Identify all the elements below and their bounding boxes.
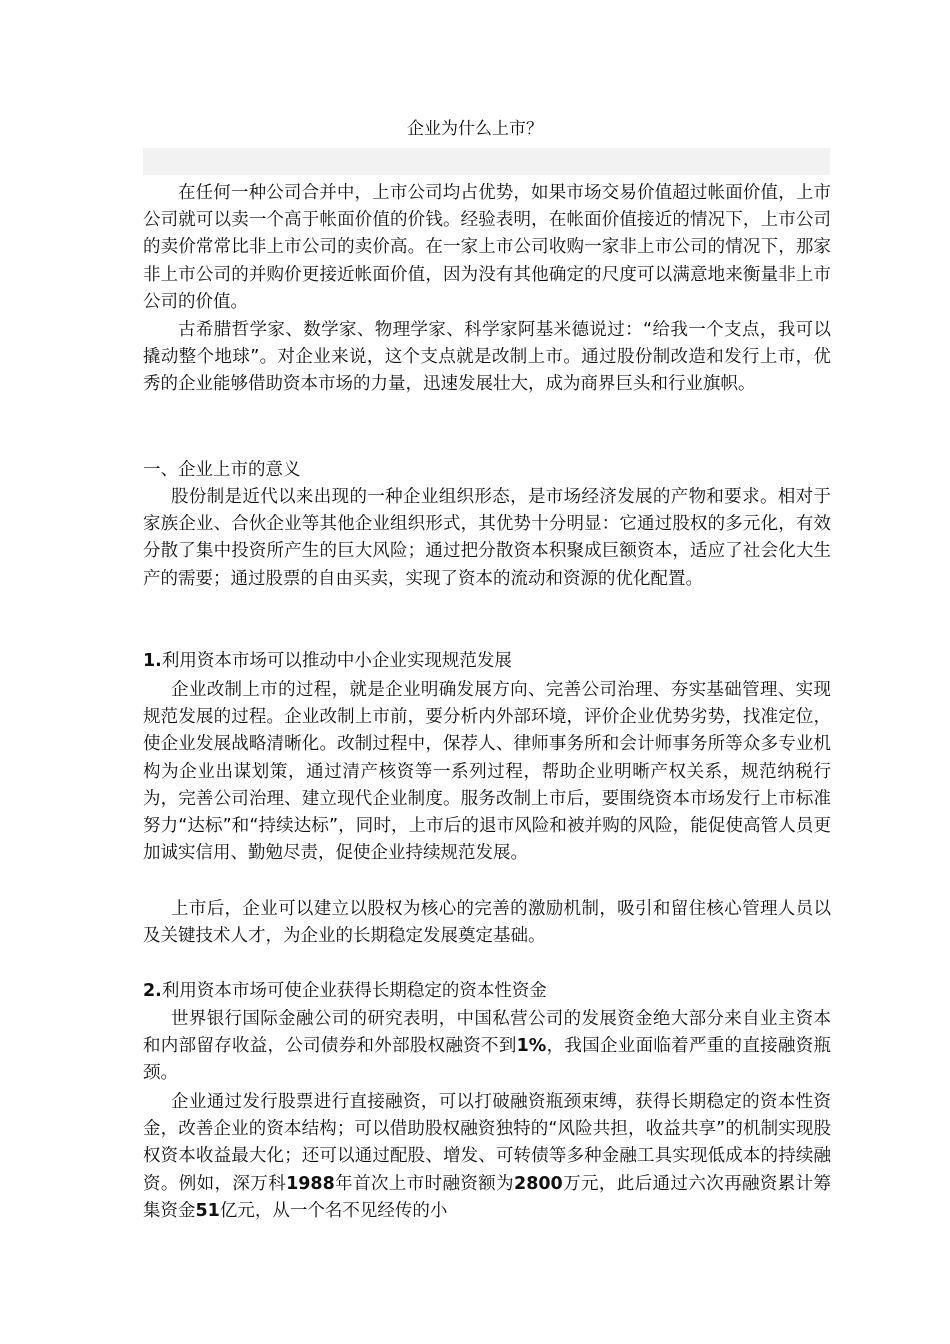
intro-paragraph-1: 在任何一种公司合并中，上市公司均占优势，如果市场交易价值超过帐面价值，上市公司就可以卖一个高于帐面价值的价钱。经验表明，在帐面价值接近的情况下，上市公司的卖价常常比非上市公司的卖价高。在一家上市公司收购一家非上市公司的情况下，那家非上市公司的并购价更接近帐面价值，因为没有其他确定的尺度可以满意地来衡量非上市公司的价值。 [143, 183, 831, 312]
sub1-paragraph-1: 企业改制上市的过程，就是企业明确发展方向、完善公司治理、夯实基础管理、实现规范发展的过程。企业改制上市前，要分析内外部环境，评价企业优势劣势，找准定位，使企业发展战略清晰化。改制过程中，保荐人、律师事务所和会计师事务所等众多专业机构为企业出谋划策，通过清产核资等一系列过程，帮助企业明晰产权关系，规范纳税行为，完善公司治理、建立现代企业制度。服务改制上市后，要围绕资本市场发行上市标准努力“达标”和“持续达标”，同时，上市后的退市风险和被并购的风险，能促使高管人员更加诚实信用、勤勉尽责，促使企业持续规范发展。 [143, 680, 831, 864]
subheading-2-number: 2. [143, 981, 162, 1001]
intro-paragraph-2: 古希腊哲学家、数学家、物理学家、科学家阿基米德说过：“给我一个支点，我可以撬动整个地球”。对企业来说，这个支点就是改制上市。通过股份制改造和发行上市，优秀的企业能够借助资本市场的力量，迅速发展壮大，成为商界巨头和行业旗帜。 [143, 320, 831, 395]
subheading-1-number: 1. [143, 651, 162, 671]
section-heading-1: 一、企业上市的意义 [143, 460, 301, 480]
shaded-blank-line [143, 148, 830, 175]
subheading-1 [143, 648, 831, 675]
sub2-p1-text-b: ，我国企业面临着严重的直接融资瓶颈。 [143, 1036, 832, 1084]
page-title: 企业为什么上市？ [407, 119, 543, 139]
sub2-p2-text-b: 年首次上市时融资额为 [334, 1173, 515, 1194]
sub2-paragraph-2 [143, 1089, 831, 1225]
subheading-2 [143, 978, 831, 1005]
sub2-p2-amount-2: 51 [195, 1200, 220, 1221]
sub2-p1-text-a: 世界银行国际金融公司的研究表明，中国私营公司的发展资金绝大部分来自业主资本和内部留存收益，公司债券和外部股权融资不到 [143, 1009, 831, 1057]
sub1-paragraph-2: 上市后，企业可以建立以股权为核心的完善的激励机制，吸引和留住核心管理人员以及关键技术人才，为企业的长期稳定发展奠定基础。 [143, 899, 831, 947]
sub2-p2-amount-1: 2800 [514, 1173, 563, 1194]
sub2-paragraph-1 [143, 1006, 831, 1088]
sub2-p2-text-c: 万元，此后通过六次再融资累计筹集资金 [143, 1173, 832, 1221]
sub2-p2-text-a: 企业通过发行股票进行直接融资，可以打破融资瓶颈束缚，获得长期稳定的资本性资金，改善企业的资本结构；可以借助股权融资独特的“风险共担，收益共享”的机制实现股权资本收益最大化；还可以通过配股、增发、可转债等多种金融工具实现低成本的持续融资。例如，深万科 [143, 1092, 831, 1194]
sub2-p1-percent: 1% [516, 1036, 547, 1057]
section1-paragraph: 股份制是近代以来出现的一种企业组织形态，是市场经济发展的产物和要求。相对于家族企业、合伙企业等其他企业组织形式，其优势十分明显：它通过股权的多元化，有效分散了集中投资所产生的巨大风险；通过把分散资本积聚成巨额资本，适应了社会化大生产的需要；通过股票的自由买卖，实现了资本的流动和资源的优化配置。 [143, 487, 831, 589]
sub2-p2-text-d: 亿元，从一个名不见经传的小 [219, 1200, 448, 1221]
subheading-2-text: 利用资本市场可使企业获得长期稳定的资本性资金 [161, 981, 547, 1001]
sub2-p2-year: 1988 [286, 1173, 335, 1194]
subheading-1-text: 利用资本市场可以推动中小企业实现规范发展 [161, 651, 512, 671]
